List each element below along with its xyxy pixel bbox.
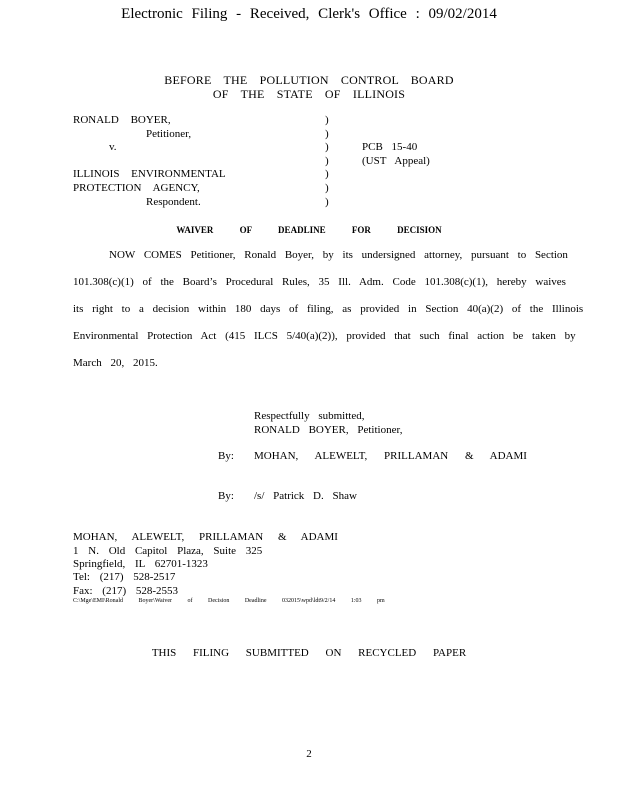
body-line-2: 101.308(c)(1) of the Board’s Procedural Rules, 35 Ill. Adm. Code 101.308(c)(1), hereby waives xyxy=(73,276,566,288)
caption-board: BEFORE THE POLLUTION CONTROL BOARD xyxy=(164,73,454,87)
caption-paren: ) xyxy=(325,196,329,208)
recycled-paper-notice: THIS FILING SUBMITTED ON RECYCLED PAPER xyxy=(151,647,467,659)
body-line-5: March 20, 2015. xyxy=(73,357,158,369)
caption-paren: ) xyxy=(325,114,329,126)
body-line-1: NOW COMES Petitioner, Ronald Boyer, by its undersigned attorney, pursuant to Section xyxy=(109,249,568,261)
document-title: WAIVER OF DEADLINE FOR DECISION xyxy=(176,225,442,235)
caption-state: OF THE STATE OF ILLINOIS xyxy=(212,87,406,101)
caption-paren: ) xyxy=(325,141,329,153)
firm-address-2: Springfield, IL 62701-1323 xyxy=(73,558,208,570)
respondent-name-line1: ILLINOIS ENVIRONMENTAL xyxy=(73,168,226,180)
document-file-path: C:\Mge\EMI\Ronald Boyer\Waiver of Decision Deadline 032015\wpd\ldt9/2/14 1:03 pm xyxy=(73,598,385,604)
firm-fax: Fax: (217) 528-2553 xyxy=(73,585,179,597)
petitioner-name: RONALD BOYER, xyxy=(73,114,171,126)
respectfully-submitted: Respectfully submitted, xyxy=(254,410,365,422)
respondent-name-line2: PROTECTION AGENCY, xyxy=(73,182,200,194)
firm-address-1: 1 N. Old Capitol Plaza, Suite 325 xyxy=(73,545,263,557)
firm-telephone: Tel: (217) 528-2517 xyxy=(73,571,176,583)
by-label: By: xyxy=(218,450,234,462)
caption-paren: ) xyxy=(325,182,329,194)
law-firm-signature: MOHAN, ALEWELT, PRILLAMAN & ADAMI xyxy=(254,450,527,462)
signatory-name: RONALD BOYER, Petitioner, xyxy=(254,424,403,436)
case-type: (UST Appeal) xyxy=(362,155,430,167)
body-line-3: its right to a decision within 180 days of filing, as provided in Section 40(a)(2) of the Illinois xyxy=(73,303,584,315)
case-number: PCB 15-40 xyxy=(362,141,418,153)
petitioner-role: Petitioner, xyxy=(146,128,192,140)
page-number: 2 xyxy=(306,748,312,760)
electronic-filing-header: Electronic Filing - Received, Clerk's Office : 09/02/2014 xyxy=(121,6,497,22)
caption-paren: ) xyxy=(325,168,329,180)
caption-paren: ) xyxy=(325,155,329,167)
attorney-signature: /s/ Patrick D. Shaw xyxy=(254,490,357,502)
body-line-4: Environmental Protection Act (415 ILCS 5/40(a)(2)), provided that such final action be taken by xyxy=(73,330,576,342)
firm-name: MOHAN, ALEWELT, PRILLAMAN & ADAMI xyxy=(73,531,338,543)
respondent-role: Respondent. xyxy=(146,196,201,208)
by-label: By: xyxy=(218,490,234,502)
caption-paren: ) xyxy=(325,128,329,140)
versus: v. xyxy=(109,141,117,153)
